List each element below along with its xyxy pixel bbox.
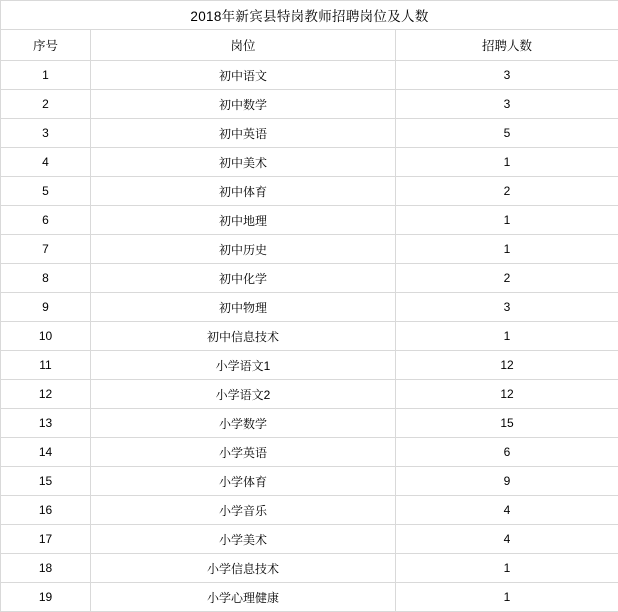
row-no: 17 [1,525,91,554]
row-post: 小学体育 [91,467,396,496]
row-no: 2 [1,90,91,119]
row-count: 1 [396,554,618,583]
row-post: 初中化学 [91,264,396,293]
row-no: 10 [1,322,91,351]
table-row [1,90,618,119]
row-post: 初中地理 [91,206,396,235]
row-post: 初中物理 [91,293,396,322]
row-count: 3 [396,90,618,119]
table-row [1,322,618,351]
column-header-count: 招聘人数 [396,30,618,61]
row-no: 1 [1,61,91,90]
row-no: 9 [1,293,91,322]
row-post: 小学数学 [91,409,396,438]
row-count: 3 [396,293,618,322]
table-row [1,496,618,525]
header-row [1,30,618,61]
row-count: 4 [396,496,618,525]
table-row [1,438,618,467]
row-post: 小学英语 [91,438,396,467]
row-count: 12 [396,351,618,380]
row-post: 小学美术 [91,525,396,554]
row-no: 12 [1,380,91,409]
table-row [1,525,618,554]
row-no: 15 [1,467,91,496]
row-count: 5 [396,119,618,148]
row-count: 1 [396,583,618,612]
row-post: 初中语文 [91,61,396,90]
row-no: 18 [1,554,91,583]
row-post: 初中美术 [91,148,396,177]
row-no: 13 [1,409,91,438]
row-no: 16 [1,496,91,525]
row-no: 5 [1,177,91,206]
page-title: 2018年新宾县特岗教师招聘岗位及人数 [1,1,618,30]
row-count: 1 [396,148,618,177]
table-row [1,380,618,409]
row-post: 初中体育 [91,177,396,206]
row-post: 初中历史 [91,235,396,264]
table-row [1,467,618,496]
row-post: 初中信息技术 [91,322,396,351]
row-post: 小学音乐 [91,496,396,525]
table-row [1,554,618,583]
row-count: 4 [396,525,618,554]
table-row [1,148,618,177]
column-header-post: 岗位 [91,30,396,61]
row-no: 3 [1,119,91,148]
table-body [1,1,618,612]
row-no: 19 [1,583,91,612]
table-row [1,264,618,293]
table-row [1,409,618,438]
row-no: 6 [1,206,91,235]
row-post: 初中英语 [91,119,396,148]
row-count: 12 [396,380,618,409]
table-row [1,235,618,264]
row-count: 2 [396,264,618,293]
row-post: 小学心理健康 [91,583,396,612]
row-no: 8 [1,264,91,293]
table-row [1,119,618,148]
row-no: 14 [1,438,91,467]
table-row [1,293,618,322]
table-row [1,351,618,380]
table-row [1,206,618,235]
row-count: 1 [396,235,618,264]
table-row [1,61,618,90]
title-row [1,1,618,30]
table-row [1,177,618,206]
row-count: 3 [396,61,618,90]
column-header-no: 序号 [1,30,91,61]
row-post: 小学信息技术 [91,554,396,583]
row-post: 初中数学 [91,90,396,119]
table-row [1,583,618,612]
row-count: 1 [396,206,618,235]
row-no: 11 [1,351,91,380]
row-count: 2 [396,177,618,206]
row-post: 小学语文1 [91,351,396,380]
row-count: 6 [396,438,618,467]
row-count: 15 [396,409,618,438]
row-no: 7 [1,235,91,264]
row-count: 9 [396,467,618,496]
row-no: 4 [1,148,91,177]
row-count: 1 [396,322,618,351]
row-post: 小学语文2 [91,380,396,409]
